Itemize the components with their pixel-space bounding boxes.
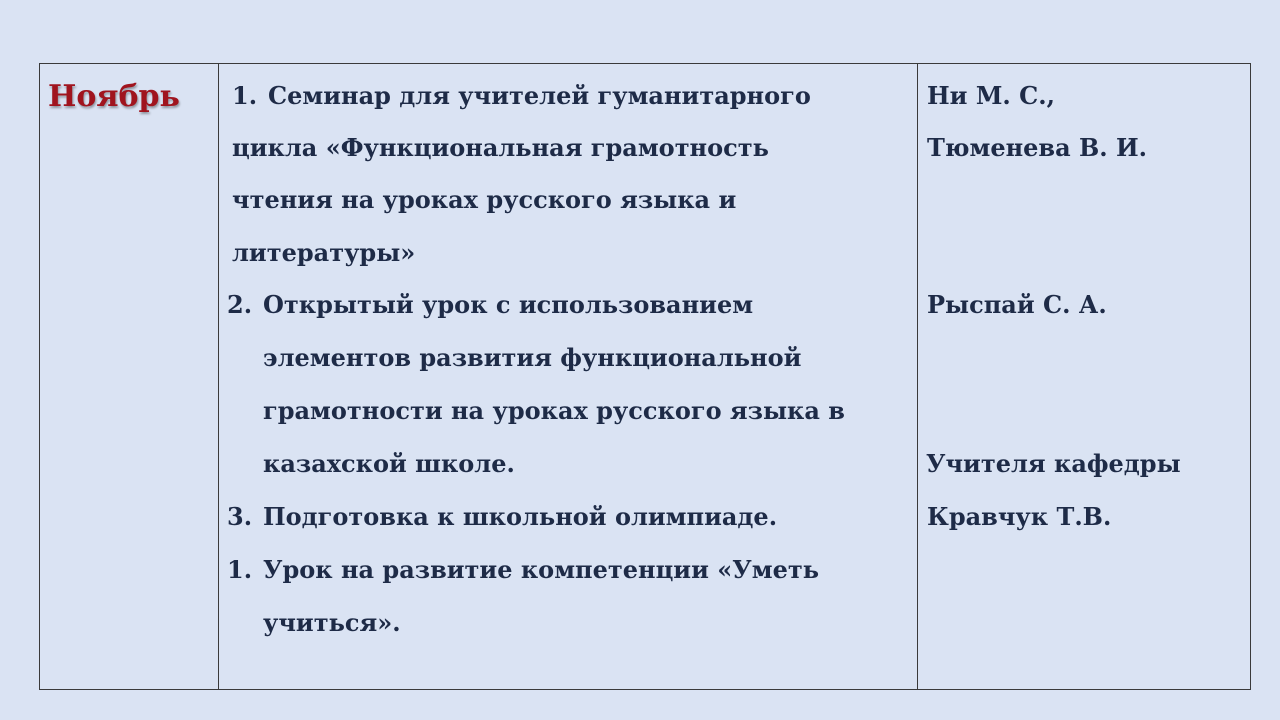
event-4-line-1: Урок на развитие компетенции «Уметь <box>263 555 820 584</box>
plan-table <box>39 63 1251 690</box>
event-1-line-2: цикла «Функциональная грамотность <box>232 133 769 162</box>
responsible-4: Учителя кафедры <box>926 449 1181 478</box>
responsible-2: Тюменева В. И. <box>927 133 1148 162</box>
event-1-number: 1. <box>232 81 258 110</box>
event-2-line-1: Открытый урок с использованием <box>263 290 754 319</box>
responsible-3: Рыспай С. А. <box>927 290 1107 319</box>
month-label: Ноябрь <box>48 79 180 114</box>
event-1-line-3: чтения на уроках русского языка и <box>232 185 737 214</box>
event-2-number: 2. <box>227 290 253 319</box>
event-2-line-2: элементов развития функциональной <box>263 343 802 372</box>
responsible-1: Ни М. С., <box>927 81 1055 110</box>
event-4-number: 1. <box>227 555 253 584</box>
event-2-line-3: грамотности на уроках русского языка в <box>263 396 845 425</box>
event-3-line-1: Подготовка к школьной олимпиаде. <box>263 502 778 531</box>
responsible-5: Кравчук Т.В. <box>927 502 1112 531</box>
event-4-line-2: учиться». <box>263 608 401 637</box>
event-1-line-1: Семинар для учителей гуманитарного <box>268 81 811 110</box>
event-1-line-4: литературы» <box>232 238 416 267</box>
event-2-line-4: казахской школе. <box>263 449 515 478</box>
column-divider-1 <box>218 64 219 689</box>
column-divider-2 <box>917 64 918 689</box>
event-3-number: 3. <box>227 502 253 531</box>
